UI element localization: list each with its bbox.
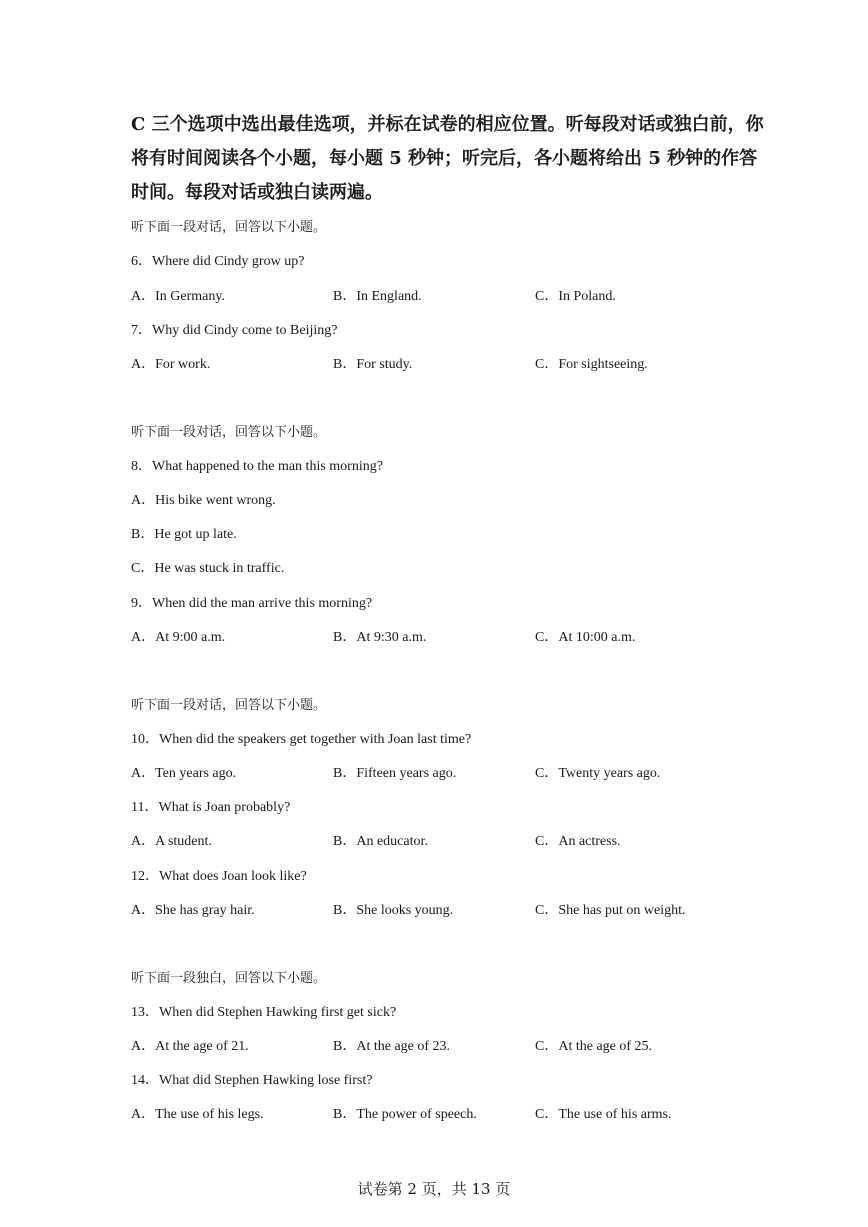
option-11a: A．A student. [131, 834, 212, 849]
question-13: 13．When did Stephen Hawking first get sick? [131, 1005, 397, 1020]
option-8b: B．He got up late. [131, 527, 237, 542]
section-instruction: 听下面一段对话，回答以下小题。 [131, 698, 327, 713]
option-9c: C．At 10:00 a.m. [535, 630, 636, 645]
option-8c: C．He was stuck in traffic. [131, 561, 285, 576]
option-14c: C．The use of his arms. [535, 1107, 672, 1122]
option-7a: A．For work. [131, 357, 211, 372]
option-9b: B．At 9:30 a.m. [333, 630, 427, 645]
question-9: 9．When did the man arrive this morning? [131, 596, 373, 611]
option-11c: C．An actress. [535, 834, 621, 849]
option-10a: A．Ten years ago. [131, 766, 237, 781]
section-instruction: 听下面一段对话，回答以下小题。 [131, 220, 327, 235]
option-12b: B．She looks young. [333, 903, 454, 918]
option-12a: A．She has gray hair. [131, 903, 255, 918]
option-7c: C．For sightseeing. [535, 357, 648, 372]
option-7b: B．For study. [333, 357, 413, 372]
question-12: 12．What does Joan look like? [131, 869, 307, 884]
option-11b: B．An educator. [333, 834, 428, 849]
option-13b: B．At the age of 23. [333, 1039, 451, 1054]
option-10c: C．Twenty years ago. [535, 766, 661, 781]
section-intro [131, 108, 764, 210]
option-6a: A．In Germany. [131, 289, 225, 304]
option-12c: C．She has put on weight. [535, 903, 686, 918]
question-10: 10．When did the speakers get together with Joan last time? [131, 732, 472, 747]
question-8: 8．What happened to the man this morning? [131, 459, 383, 474]
option-9a: A．At 9:00 a.m. [131, 630, 226, 645]
option-6b: B．In England. [333, 289, 422, 304]
section-instruction: 听下面一段独白，回答以下小题。 [131, 971, 327, 986]
intro-line-2: 将有时间阅读各个小题，每小题 5 秒钟；听完后，各小题将给出 5 秒钟的作答 [131, 148, 758, 169]
option-8a: A．His bike went wrong. [131, 493, 276, 508]
option-14b: B．The power of speech. [333, 1107, 477, 1122]
intro-line-3: 时间。每段对话或独白读两遍。 [131, 182, 383, 203]
intro-line-1: C 三个选项中选出最佳选项，并标在试卷的相应位置。听每段对话或独白前，你 [131, 114, 764, 135]
option-6c: C．In Poland. [535, 289, 616, 304]
question-7: 7．Why did Cindy come to Beijing? [131, 323, 338, 338]
option-13c: C．At the age of 25. [535, 1039, 653, 1054]
option-10b: B．Fifteen years ago. [333, 766, 457, 781]
option-13a: A．At the age of 21. [131, 1039, 249, 1054]
section-instruction: 听下面一段对话，回答以下小题。 [131, 425, 327, 440]
question-14: 14．What did Stephen Hawking lose first? [131, 1073, 373, 1088]
question-6: 6．Where did Cindy grow up? [131, 254, 305, 269]
question-11: 11．What is Joan probably? [131, 800, 291, 815]
page-footer: 试卷第 2 页，共 13 页 [357, 1180, 511, 1198]
option-14a: A．The use of his legs. [131, 1107, 264, 1122]
